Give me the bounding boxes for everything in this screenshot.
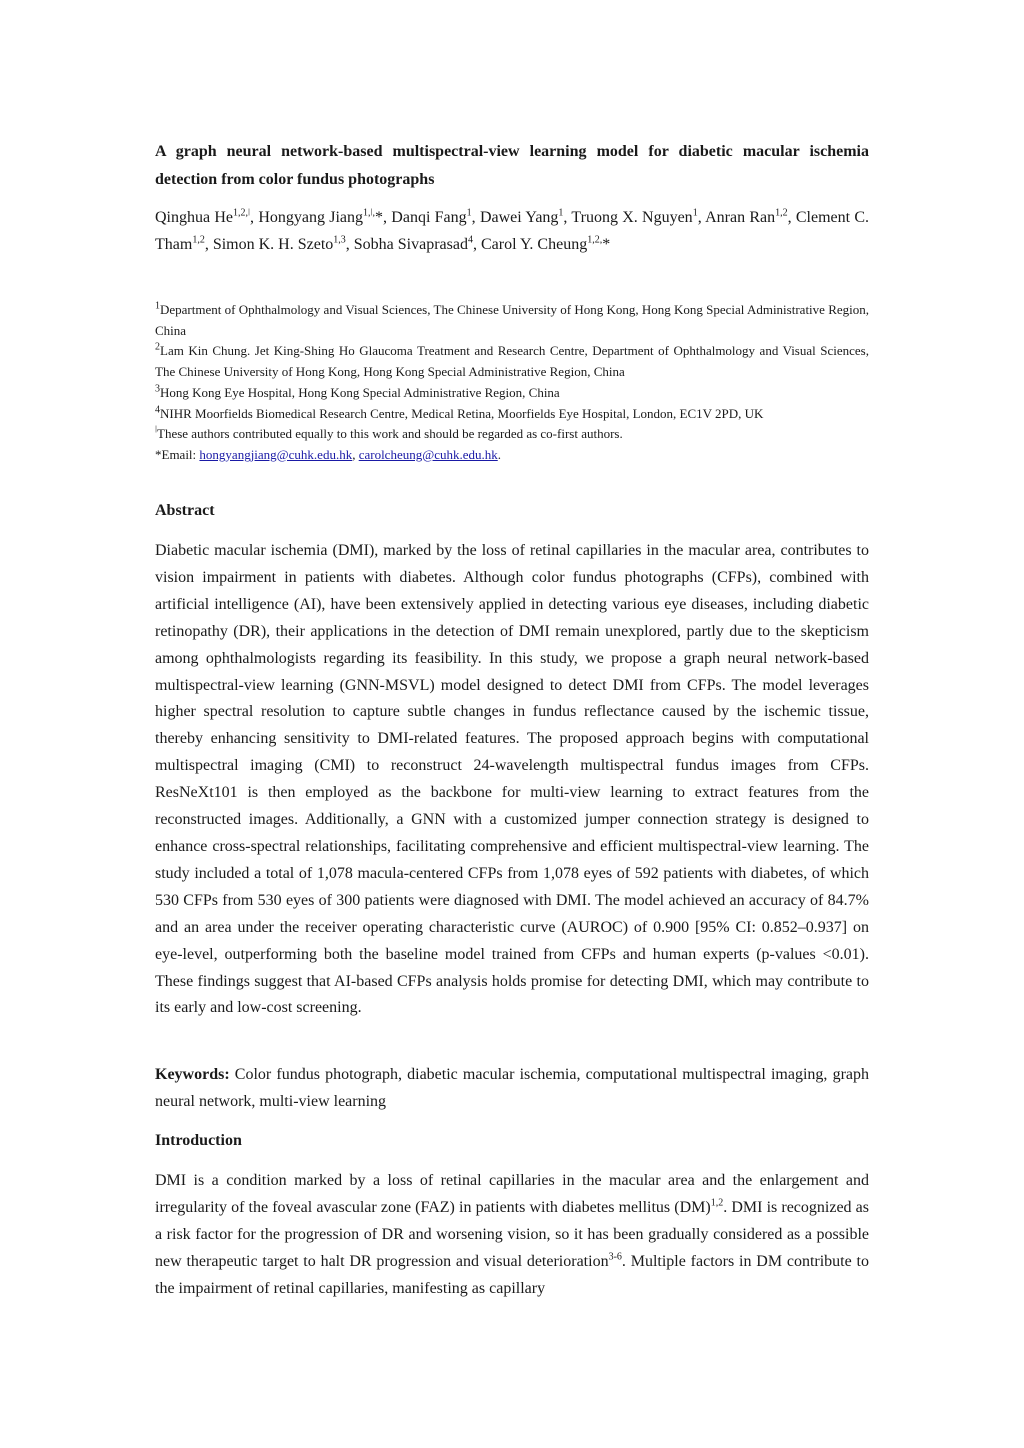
author: Danqi Fang$^1$, [391, 207, 480, 226]
keywords [155, 1061, 869, 1115]
email-link-cheung[interactable]: carolcheung@cuhk.edu.hk [358, 446, 498, 462]
author: Anran Ran$^{1,2}$, [705, 207, 796, 226]
author: Hongyang Jiang$^{1,ǀ,}$*, [258, 207, 392, 226]
email-line: *Email: hongyangjiang@cuhk.edu.hk, carolcheung@cuhk.edu.hk. [155, 446, 501, 462]
author: Qinghua $He^{1,2,ǀ}$, [155, 207, 259, 226]
email-link-jiang[interactable]: hongyangjiang@cuhk.edu.hk [199, 446, 353, 462]
equal-contribution-note: $^ǀ$These authors contributed equally to this work and should be regarded as co-first authors. [155, 424, 623, 442]
keywords-label: Keywords: [155, 1066, 230, 1083]
affiliation: $^1$Department of Ophthalmology and Visual Sciences, The Chinese University of Hong Kong, Hong Kong Special Administrative Region, China [155, 300, 869, 338]
abstract-heading: Abstract [155, 502, 215, 519]
author: Truong X. Nguyen$^1$, [571, 207, 706, 226]
introduction-heading: Introduction [155, 1132, 242, 1149]
abstract-body: Diabetic macular ischemia (DMI), marked by the loss of retinal capillaries in the macular area, contributes to vision impairment in patients with diabetes. Although color fundus photographs (CFPs), combined with artificial intelligence (AI), have been extensively applied in detecting various eye diseases, including diabetic retinopathy (DR), their applications in the detection of DMI remain unexplored, partly due to the skepticism among ophthalmologists regarding its feasibility. In this study, we propose a graph neural network-based multispectral-view learning (GNN-MSVL) model designed to detect DMI from CFPs. The model leverages higher spectral resolution to capture subtle changes in fundus reflectance caused by the ischemic tissue, thereby enhancing sensitivity to DMI-related features. The proposed approach begins with computational multispectral imaging (CMI) to reconstruct 24-wavelength multispectral fundus images from CFPs. ResNeXt101 is then employed as the backbone for multi-view learning to extract features from the reconstructed images. Additionally, a GNN with a customized jumper connection strategy is designed to enhance cross-spectral relationships, facilitating comprehensive and efficient multispectral-view learning. The study included a total of 1,078 macula-centered CFPs from 1,078 eyes of 592 patients with diabetes, of which 530 CFPs from 530 eyes of 300 patients were diagnosed with DMI. The model achieved an accuracy of 84.7% and an area under the receiver operating characteristic curve (AUROC) of 0.900 [95% CI: 0.852–0.937] on eye-level, outperforming both the baseline model trained from CFPs and human experts (p-values <0.01). These findings suggest that AI-based CFPs analysis holds promise for detecting DMI, which may contribute to its early and low-cost screening. [155, 542, 869, 1017]
author: Sobha Sivaprasad$^4$, [353, 234, 481, 253]
author: Simon K. H. Szeto$^{1,3}$, [212, 234, 354, 253]
keywords-text: Color fundus photograph, diabetic macular ischemia, computational multispectral imaging, graph neural network, multi-view learning [155, 1066, 869, 1110]
affiliation: $^3$Hong Kong Eye Hospital, Hong Kong Special Administrative Region, China [155, 383, 560, 400]
affiliation: $^4$NIHR Moorfields Biomedical Research Centre, Medical Retina, Moorfields Eye Hospital, London, EC1V 2PD, UK [155, 404, 764, 421]
affiliation: $^2$Lam Kin Chung. Jet King-Shing Ho Glaucoma Treatment and Research Centre, Department of Ophthalmology and Visual Sciences, The Chinese University of Hong Kong, Hong Kong Special Administrative Region, China [155, 342, 869, 380]
author: Clement C. Tham$^{1,2}$, [155, 209, 870, 253]
paper-title: A graph neural network-based multispectral-view learning model for diabetic macular ischemia detection from color fundus photographs [155, 143, 869, 188]
introduction-body: DMI is a condition marked by a loss of retinal capillaries in the macular area and the enlargement and irregularity of the foveal avascular zone (FAZ) in patients with diabetes mellitus (DM)$^{1,2}$. DMI is recognized as a risk factor for the progression of DR and worsening vision, so it has been gradually considered as a possible new therapeutic target to halt DR progression and visual deterioration$^{3-6}$. Multiple factors in DM contribute to the impairment of retinal capillaries, manifesting as capillary [155, 1172, 869, 1297]
author: Dawei Yang$^1$, [479, 207, 572, 226]
author: Carol Y. Cheung$^{1,2,}$* [480, 234, 611, 253]
author-list [155, 204, 869, 258]
affiliation-list [155, 300, 869, 466]
